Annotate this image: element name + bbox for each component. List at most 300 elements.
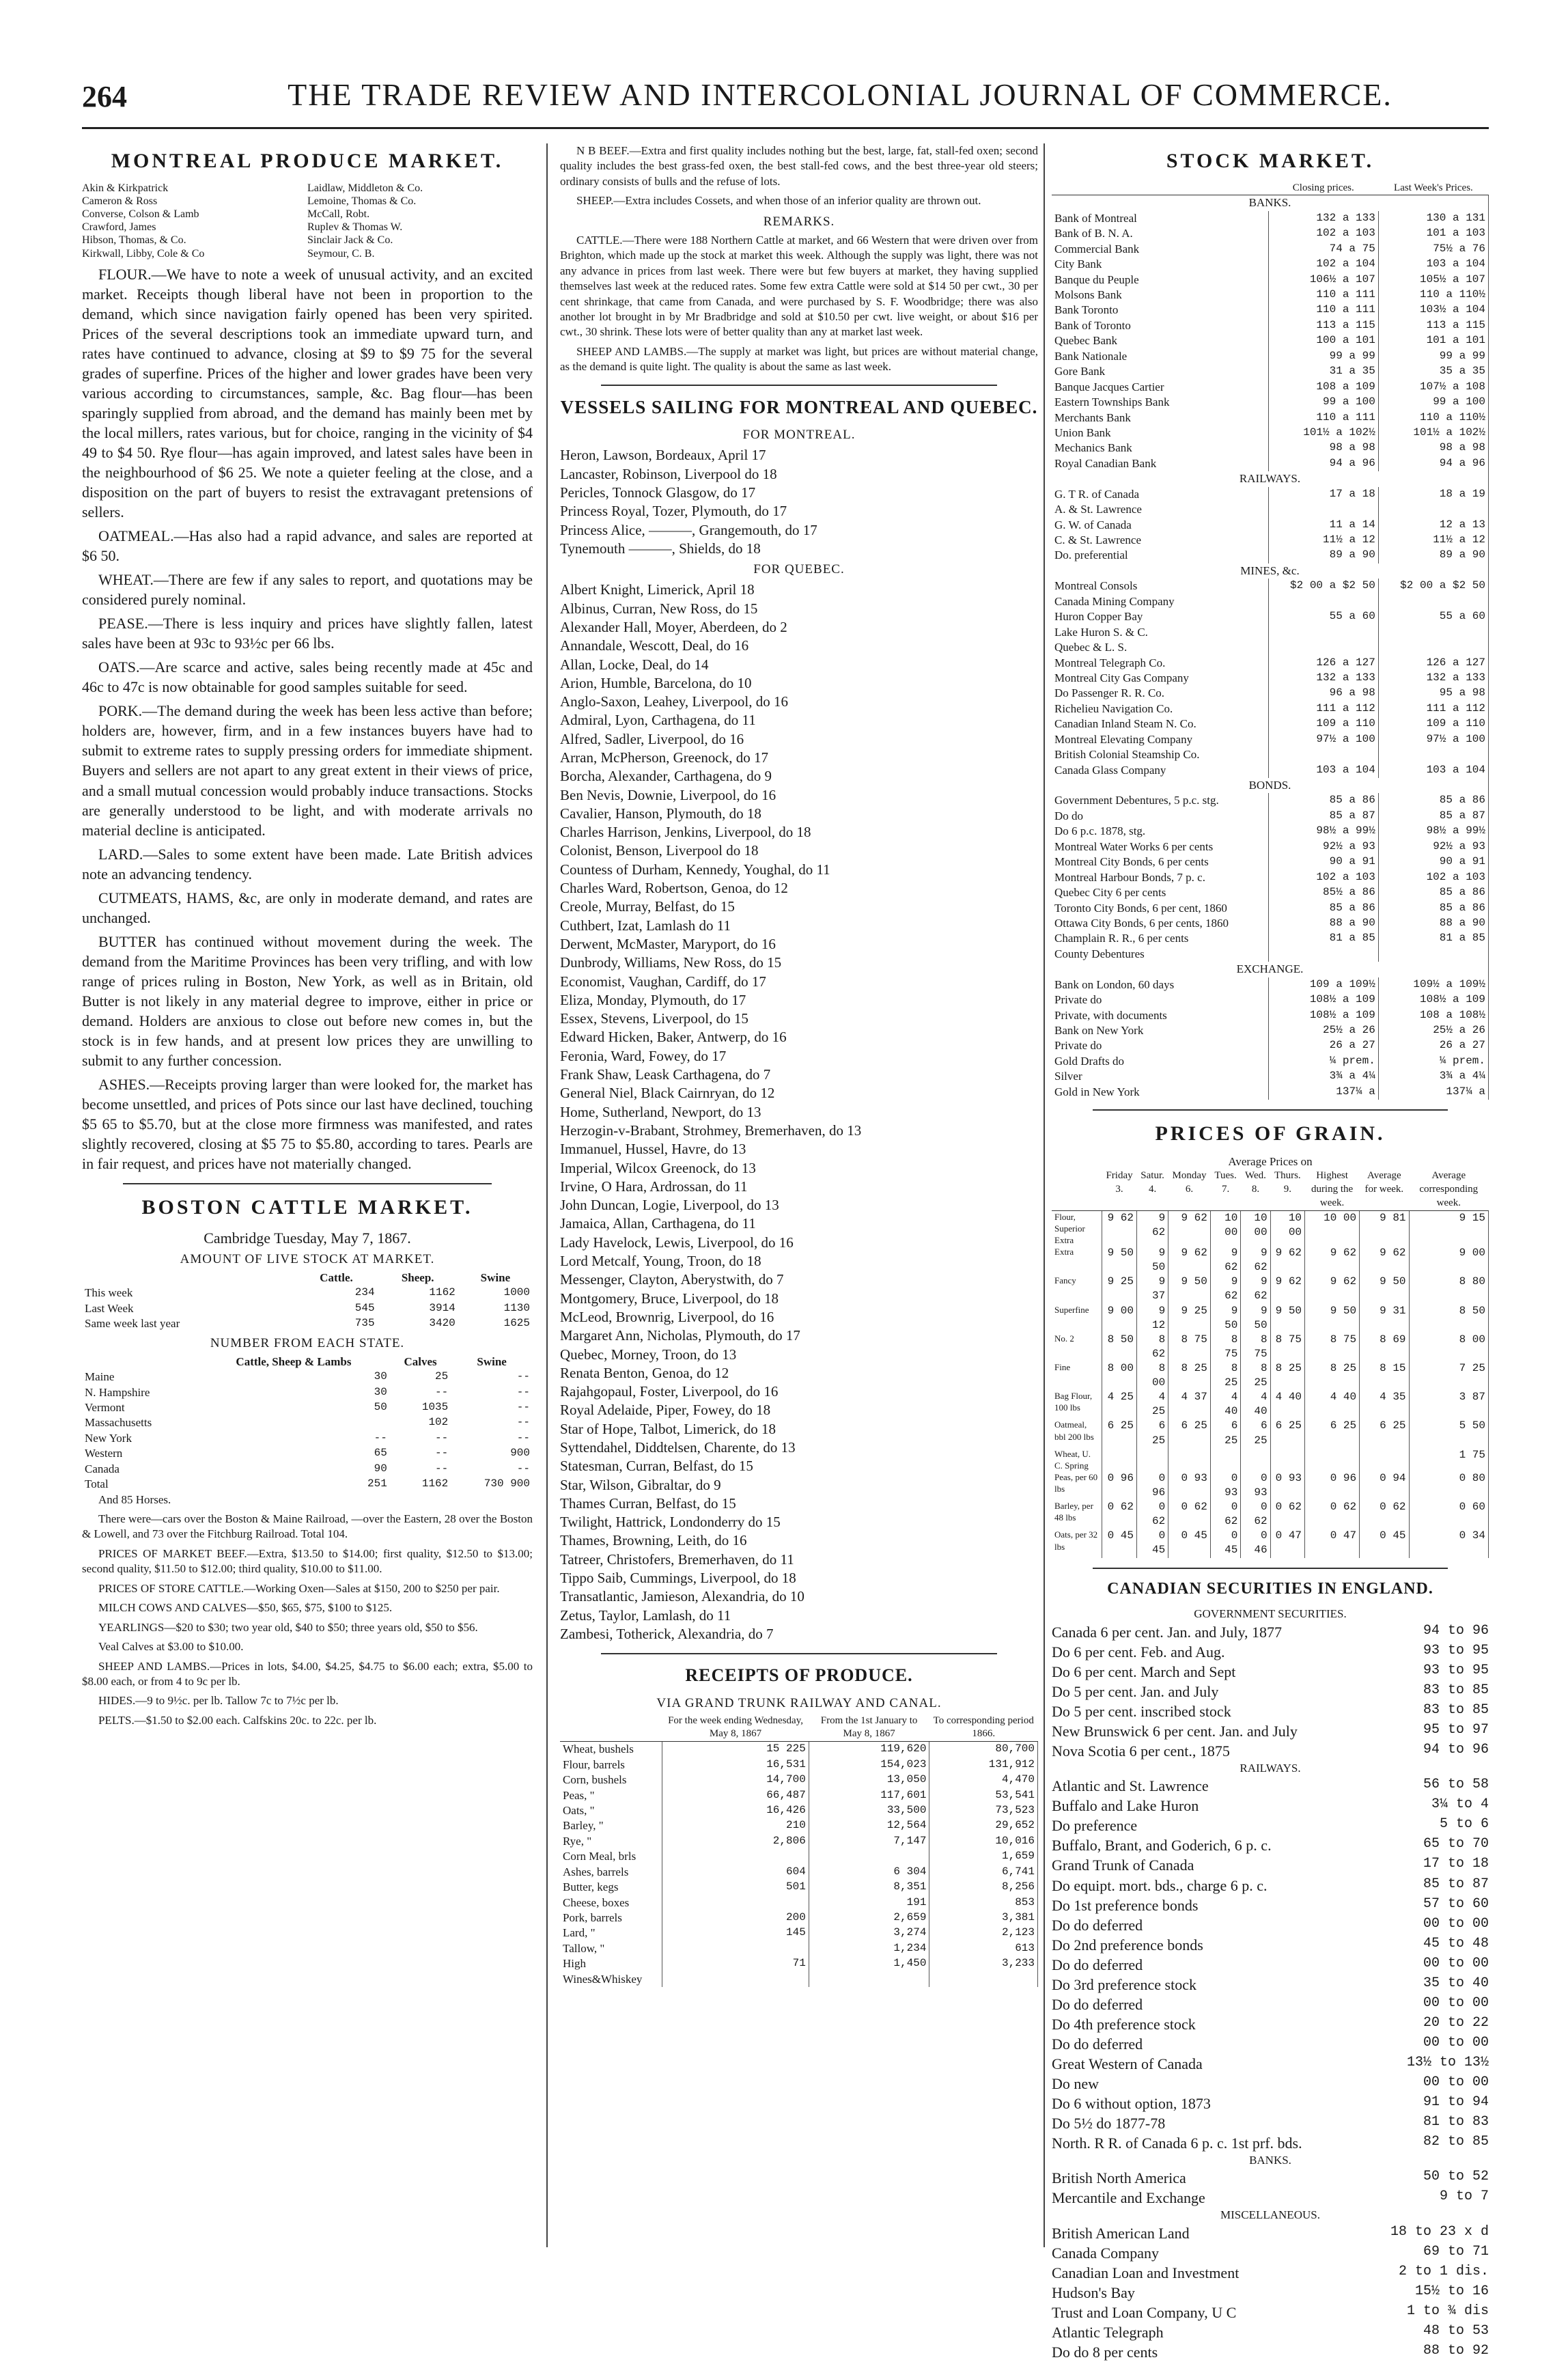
cell-value: 13,050 [809, 1773, 929, 1788]
column-header: Last Week's Prices. [1378, 182, 1488, 195]
security-name: Canada 6 per cent. Jan. and July, 1877 [1052, 1623, 1283, 1641]
cell-value: 75½ a 76 [1378, 242, 1488, 257]
market-paragraph: ASHES.—Receipts proving larger than were looked for, the market has become unsettled, and prices of Pots since our last have declined, touching $5 65 to $5.70, but at the close more firmness was manifested, and rates slightly recovered, closing at $5 75 to $5.80, according to tares. Pearls are in fair request, and prices have not materially changed. [82, 1075, 533, 1173]
cell-value: 4 40 [1241, 1390, 1270, 1419]
cell-value [1241, 1448, 1270, 1471]
table-row [1052, 594, 1489, 609]
cell-value [1270, 1448, 1304, 1471]
table-row [1052, 1210, 1489, 1246]
section-divider [123, 1183, 492, 1184]
column-header: Swine [477, 1354, 507, 1368]
cell-value: 0 47 [1270, 1529, 1304, 1557]
cell-value: 31 a 35 [1268, 364, 1378, 379]
row-label: Ashes, barrels [560, 1865, 662, 1880]
cell-value: 9 50 [1360, 1275, 1409, 1303]
vessel-entry: Thames Curran, Belfast, do 15 [560, 1495, 736, 1512]
security-name: North. R R. of Canada 6 p. c. 1st prf. bds. [1052, 2134, 1302, 2152]
cell-value: 110 a 111 [1268, 288, 1378, 303]
cell-value: 9 50 [1270, 1304, 1304, 1333]
vessel-entry: Pericles, Tonnock Glasgow, do 17 [560, 484, 756, 501]
cell-value: 0 62 [1241, 1500, 1270, 1529]
cell-value: 4 40 [1210, 1390, 1240, 1419]
table-row [560, 1956, 1038, 1987]
cell-value: 55 a 60 [1378, 609, 1488, 624]
cell-value: 16,426 [662, 1803, 809, 1818]
table-row [560, 1911, 1038, 1926]
cell-value: 501 [662, 1880, 809, 1895]
remarks-body [560, 233, 1038, 375]
cell-value: 0 62 [1168, 1500, 1211, 1529]
row-label: Montreal Harbour Bonds, 7 p. c. [1052, 870, 1268, 885]
row-label: This week [85, 1286, 133, 1300]
security-range: 5 to 6 [1439, 1816, 1489, 1833]
cell-value: 137¼ a [1268, 1085, 1378, 1100]
table-row [82, 1462, 533, 1477]
row-label: Bank of Montreal [1052, 211, 1268, 226]
table-row [560, 1818, 1038, 1833]
vessel-entry: Charles Ward, Robertson, Genoa, do 12 [560, 880, 788, 897]
row-label: Lake Huron S. & C. [1052, 625, 1268, 640]
security-name: Do do 8 per cents [1052, 2344, 1158, 2361]
table-row [1052, 349, 1489, 364]
cell-value: 8 15 [1360, 1361, 1409, 1390]
row-label: Ottawa City Bonds, 6 per cents, 1860 [1052, 916, 1268, 931]
cell-value [1378, 625, 1488, 640]
vessel-entry: Transatlantic, Jamieson, Alexandria, do 10 [560, 1588, 804, 1605]
cell-value: 6 25 [1168, 1419, 1211, 1447]
vessel-entry: Essex, Stevens, Liverpool, do 15 [560, 1010, 748, 1027]
security-name: Do new [1052, 2074, 1100, 2092]
security-line [1052, 1915, 1489, 1935]
column-header: For the week ending Wednesday, May 8, 1867 [662, 1714, 809, 1742]
vessel-entry: Cuthbert, Izat, Lamlash do 11 [560, 917, 731, 934]
table-row [1052, 1304, 1489, 1333]
row-label: Barley, " [560, 1818, 662, 1833]
security-name: Do do deferred [1052, 1916, 1143, 1934]
column-header: Tues. 7. [1210, 1169, 1240, 1210]
cell-value [1305, 1448, 1360, 1471]
table-row [1052, 992, 1489, 1008]
cell-value: 0 62 [1102, 1500, 1137, 1529]
security-line [1052, 1741, 1489, 1761]
cell-value: 101 a 101 [1378, 333, 1488, 348]
boston-note: YEARLINGS—$20 to $30; two year old, $40 to $50; three years old, $50 to $56. [98, 1620, 478, 1634]
cell-value [1136, 1448, 1168, 1471]
table-row [82, 1370, 533, 1385]
cell-value: 110 a 110½ [1378, 288, 1488, 303]
cell-value [1378, 747, 1488, 762]
security-name: Canadian Loan and Investment [1052, 2264, 1240, 2281]
cell-value: 0 62 [1210, 1500, 1240, 1529]
row-label: Flour, barrels [560, 1757, 662, 1773]
security-name: Hudson's Bay [1052, 2283, 1135, 2301]
cell-value: -- [516, 1370, 530, 1383]
cell-value [1378, 947, 1488, 962]
cell-value: 4 37 [1168, 1390, 1211, 1419]
cell-value: 25½ a 26 [1378, 1023, 1488, 1038]
firm-name: McCall, Robt. [307, 208, 370, 220]
cell-value: 6,741 [929, 1865, 1038, 1880]
table-row [1052, 502, 1489, 517]
cell-value: 92½ a 93 [1268, 839, 1378, 855]
security-range: 3¼ to 4 [1431, 1796, 1489, 1813]
vessel-entry: Montgomery, Bruce, Liverpool, do 18 [560, 1290, 779, 1307]
cell-value: 110 a 111 [1268, 303, 1378, 318]
cell-value: 25 [435, 1370, 449, 1383]
note-paragraph: SHEEP.—Extra includes Cossets, and when those of an inferior quality are thrown out. [576, 194, 981, 208]
table-row [82, 1431, 533, 1446]
row-label: N. Hampshire [85, 1385, 150, 1399]
table-row [1052, 303, 1489, 318]
cell-value [1378, 640, 1488, 655]
cell-value: 8 00 [1409, 1333, 1488, 1361]
vessel-entry: Cavalier, Hanson, Plymouth, do 18 [560, 805, 761, 822]
column-header: Cattle, Sheep & Lambs [236, 1354, 352, 1368]
cell-value: 119,620 [809, 1742, 929, 1757]
security-name: Great Western of Canada [1052, 2055, 1203, 2072]
security-range: 91 to 94 [1423, 2094, 1489, 2110]
cell-value: 9 50 [1210, 1304, 1240, 1333]
security-line [1052, 1835, 1489, 1855]
security-line [1052, 2283, 1489, 2303]
cell-value: 137¼ a [1378, 1085, 1488, 1100]
security-line [1052, 1622, 1489, 1642]
cell-value: 8 25 [1270, 1361, 1304, 1390]
table-row [1052, 1246, 1489, 1275]
cell-value: 33,500 [809, 1803, 929, 1818]
vessel-entry: Star, Wilson, Gibraltar, do 9 [560, 1476, 721, 1493]
security-range: 20 to 22 [1423, 2014, 1489, 2031]
cell-value [1268, 640, 1378, 655]
security-range: 00 to 00 [1423, 2034, 1489, 2051]
row-label: Peas, " [560, 1788, 662, 1803]
vessel-entry: Feronia, Ward, Fowey, do 17 [560, 1047, 727, 1064]
table-row [1052, 1275, 1489, 1303]
firm-name: Crawford, James [82, 221, 156, 234]
cell-value: 8,351 [809, 1880, 929, 1895]
column-header: To corresponding period 1866. [929, 1714, 1038, 1742]
cell-value: 71 [662, 1956, 809, 1987]
cell-value: 9 62 [1241, 1275, 1270, 1303]
vessel-entry: Tatreer, Christofers, Bremerhaven, do 11 [560, 1551, 794, 1568]
cell-value [1268, 594, 1378, 609]
stock-market-title: STOCK MARKET. [1166, 150, 1375, 172]
cell-value: 0 45 [1102, 1529, 1137, 1557]
row-label: Royal Canadian Bank [1052, 456, 1268, 471]
vessel-entry: Countess of Durham, Kennedy, Youghal, do 11 [560, 861, 830, 878]
cell-value: 1000 [503, 1286, 530, 1299]
cell-value: 6 25 [1241, 1419, 1270, 1447]
market-paragraph: WHEAT.—There are few if any sales to report, and quotations may be considered purely nominal. [82, 571, 533, 609]
table-row [1052, 242, 1489, 257]
row-label: New York [85, 1431, 132, 1445]
cell-value: 85 a 86 [1378, 793, 1488, 808]
cell-value: 9 62 [1210, 1246, 1240, 1275]
table-row [1052, 977, 1489, 992]
row-label: Private, with documents [1052, 1008, 1268, 1023]
vessel-entry: Frank Shaw, Leask Carthagena, do 7 [560, 1066, 771, 1083]
cell-value: 210 [662, 1818, 809, 1833]
firm-name: Hibson, Thomas, & Co. [82, 234, 186, 247]
securities-group-heading: BANKS. [1249, 2153, 1291, 2167]
cell-value: 9 81 [1360, 1210, 1409, 1246]
vessel-entry: Twilight, Hattrick, Londonderry do 15 [560, 1514, 781, 1531]
row-label: Pork, barrels [560, 1911, 662, 1926]
row-label: Eastern Townships Bank [1052, 395, 1268, 410]
cell-value: 102 [428, 1416, 449, 1429]
cell-value: 113 a 115 [1268, 318, 1378, 333]
vessel-entry: Lancaster, Robinson, Liverpool do 18 [560, 465, 777, 482]
security-line [1052, 1796, 1489, 1816]
cell-value: 14,700 [662, 1773, 809, 1788]
row-label: Banque Jacques Cartier [1052, 380, 1268, 395]
cell-value [1268, 947, 1378, 962]
cell-value: 9 62 [1210, 1275, 1240, 1303]
cell-value: 90 a 91 [1268, 855, 1378, 870]
row-label: Wheat, bushels [560, 1742, 662, 1757]
row-label: Corn, bushels [560, 1773, 662, 1788]
row-label: Superfine [1052, 1304, 1102, 1333]
security-line [1052, 2094, 1489, 2113]
security-range: 65 to 70 [1423, 1836, 1489, 1852]
security-range: 57 to 60 [1423, 1895, 1489, 1912]
cell-value: 126 a 127 [1378, 656, 1488, 671]
security-range: 00 to 00 [1423, 1955, 1489, 1971]
for-quebec-heading: FOR QUEBEC. [753, 562, 845, 577]
row-label: Bank Nationale [1052, 349, 1268, 364]
row-label: No. 2 [1052, 1333, 1102, 1361]
cell-value: 74 a 75 [1268, 242, 1378, 257]
security-range: 95 to 97 [1423, 1721, 1489, 1738]
table-row [560, 1865, 1038, 1880]
vessel-entry: Allan, Locke, Deal, do 14 [560, 656, 709, 673]
table-row [560, 1773, 1038, 1788]
table-row [1052, 1069, 1489, 1084]
row-label: Union Bank [1052, 426, 1268, 441]
market-paragraph: FLOUR.—We have to note a week of unusual activity, and an excited market. Receipts though liberal have not been in proportion to the demand, which since navigation fairly opened has been very spirited. Prices of the several descriptions took an immediate upward turn, and rates have continued to advance, closing at $9 to $9 75 for the several grades of superfine. Prices of the higher and lower grades have been very various according to circumstances, sample, &c. Bag flour—has been sparingly supplied from abroad, and the demand has mainly been met by the local millers, rates various, but for choice, ranging in the vicinity of $4 49 to $4 50. Rye flour—has again improved, and latest sales have been in the neighbourhood of $6 25. We note a quieter feeling at the close, and a disposition on the part of buyers to resist the extravagant pretensions of sellers. [82, 265, 533, 521]
cell-value: 81 a 85 [1268, 931, 1378, 946]
security-name: Do equipt. mort. bds., charge 6 p. c. [1052, 1876, 1268, 1894]
vessel-entry: General Niel, Black Cairnryan, do 12 [560, 1085, 775, 1102]
by-state-subheading: NUMBER FROM EACH STATE. [210, 1335, 405, 1350]
cell-value [809, 1849, 929, 1864]
column-header: Satur. 4. [1136, 1169, 1168, 1210]
security-name: Do 5½ do 1877-78 [1052, 2114, 1166, 2132]
cell-value: 85 a 86 [1268, 793, 1378, 808]
column-1 [82, 143, 533, 1732]
journal-title: THE TRADE REVIEW AND INTERCOLONIAL JOURNAL OF COMMERCE. [288, 77, 1392, 112]
table-row [1052, 380, 1489, 395]
cell-value: 735 [354, 1317, 375, 1330]
cell-value: -- [516, 1416, 530, 1429]
section-row [1052, 564, 1489, 579]
cell-value: 5 50 [1409, 1419, 1488, 1447]
grain-title: PRICES OF GRAIN. [1155, 1122, 1386, 1145]
cell-value: 9 50 [1168, 1275, 1211, 1303]
cell-value: 132 a 133 [1378, 671, 1488, 686]
cell-value: 8 25 [1210, 1361, 1240, 1390]
row-label: Montreal City Bonds, 6 per cents [1052, 855, 1268, 870]
vessel-entry: Princess Alice, ———, Grangemouth, do 17 [560, 521, 817, 538]
cell-value: 113 a 115 [1378, 318, 1488, 333]
cell-value: 604 [662, 1865, 809, 1880]
cell-value: 98½ a 99½ [1378, 824, 1488, 839]
table-row [1052, 1529, 1489, 1557]
cell-value: 97½ a 100 [1378, 732, 1488, 747]
cell-value: 1162 [421, 1477, 449, 1490]
table-row [560, 1834, 1038, 1849]
table-row [1052, 671, 1489, 686]
table-row [1052, 257, 1489, 272]
cell-value: 101½ a 102½ [1268, 426, 1378, 441]
table-row [1052, 763, 1489, 778]
vessel-entry: Arran, McPherson, Greenock, do 17 [560, 749, 769, 766]
cell-value [1378, 502, 1488, 517]
cell-value: 85 a 87 [1378, 809, 1488, 824]
quebec-vessel-list [560, 581, 1038, 1643]
market-paragraph: LARD.—Sales to some extent have been made. Late British advices note an advancing tendency. [82, 845, 533, 883]
cell-value: 6 25 [1305, 1419, 1360, 1447]
table-row [1052, 931, 1489, 946]
cell-value: 8 50 [1102, 1333, 1137, 1361]
table-row [1052, 1361, 1489, 1390]
row-label: Do Passenger R. R. Co. [1052, 686, 1268, 701]
column-header: Cattle. [320, 1270, 353, 1284]
cell-value: 0 45 [1360, 1529, 1409, 1557]
row-label: G. W. of Canada [1052, 518, 1268, 533]
cell-value: 1035 [421, 1400, 449, 1413]
table-row [1052, 579, 1489, 594]
cell-value: 98½ a 99½ [1268, 824, 1378, 839]
cell-value: 85 a 87 [1268, 809, 1378, 824]
row-label: Montreal Telegraph Co. [1052, 656, 1268, 671]
security-name: Buffalo and Lake Huron [1052, 1797, 1199, 1815]
table-row [82, 1477, 533, 1492]
montreal-vessel-list [560, 446, 1038, 558]
row-label: Champlain R. R., 6 per cents [1052, 931, 1268, 946]
cell-value: 103 a 104 [1378, 257, 1488, 272]
cell-value: -- [374, 1431, 387, 1444]
cell-value: 132 a 133 [1268, 211, 1378, 226]
cell-value: 4 25 [1136, 1390, 1168, 1419]
cell-value: 11 a 14 [1268, 518, 1378, 533]
cell-value: 191 [809, 1895, 929, 1911]
securities-title: CANADIAN SECURITIES IN ENGLAND. [1107, 1579, 1433, 1598]
firm-name: Ruplev & Thomas W. [307, 221, 403, 234]
receipts-subtitle: VIA GRAND TRUNK RAILWAY AND CANAL. [656, 1695, 942, 1710]
row-label: Bag Flour, 100 lbs [1052, 1390, 1102, 1419]
cell-value: 9 62 [1360, 1246, 1409, 1275]
cell-value: 9 62 [1305, 1246, 1360, 1275]
cell-value: 99 a 99 [1378, 349, 1488, 364]
vessel-entry: Jamaica, Allan, Carthagena, do 11 [560, 1215, 756, 1232]
cell-value: 102 a 103 [1268, 226, 1378, 241]
cell-value: 0 94 [1360, 1471, 1409, 1500]
security-name: Atlantic Telegraph [1052, 2324, 1164, 2342]
cell-value: 9 62 [1270, 1275, 1304, 1303]
row-label: Wheat, U. C. Spring [1052, 1448, 1102, 1471]
cell-value: 108 a 109 [1268, 380, 1378, 395]
row-label: Lard, " [560, 1926, 662, 1941]
security-name: Do do deferred [1052, 1956, 1143, 1973]
security-range: 00 to 00 [1423, 2074, 1489, 2090]
security-range: 45 to 48 [1423, 1935, 1489, 1951]
row-label: Butter, kegs [560, 1880, 662, 1895]
cell-value: 8 25 [1241, 1361, 1270, 1390]
cell-value: 234 [354, 1286, 375, 1299]
cell-value: -- [435, 1385, 449, 1398]
row-label: Tallow, " [560, 1941, 662, 1956]
security-line [1052, 2223, 1489, 2243]
cell-value [1360, 1448, 1409, 1471]
cell-value: 0 45 [1168, 1529, 1211, 1557]
cell-value: $2 00 a $2 50 [1378, 579, 1488, 594]
cell-value: 0 80 [1409, 1471, 1488, 1500]
security-name: Do 5 per cent. inscribed stock [1052, 1702, 1231, 1720]
security-name: Do 2nd preference bonds [1052, 1936, 1203, 1954]
cell-value: 102 a 104 [1268, 257, 1378, 272]
cell-value: 55 a 60 [1268, 609, 1378, 624]
vessel-entry: McLeod, Brownrig, Liverpool, do 16 [560, 1308, 774, 1325]
security-line [1052, 1876, 1489, 1895]
section-row [1052, 195, 1489, 211]
vessel-entry: Arion, Humble, Barcelona, do 10 [560, 674, 752, 691]
table-row [1052, 1333, 1489, 1361]
table-row [82, 1415, 533, 1430]
table-row [1052, 426, 1489, 441]
market-paragraph: OATS.—Are scarce and active, sales being recently made at 45c and 46c to 47c is now obtainable for good samples suitable for seed. [82, 658, 533, 696]
cell-value: 80,700 [929, 1742, 1038, 1757]
cell-value: 107½ a 108 [1378, 380, 1488, 395]
row-label: Bank on London, 60 days [1052, 977, 1268, 992]
cell-value: ¼ prem. [1268, 1054, 1378, 1069]
securities-group-heading: GOVERNMENT SECURITIES. [1194, 1607, 1347, 1621]
cell-value [1268, 747, 1378, 762]
table-row [82, 1301, 533, 1316]
column-3 [1052, 143, 1489, 2362]
vessel-entry: Irvine, O Hara, Ardrossan, do 11 [560, 1178, 748, 1195]
row-label: Oatmeal, bbl 200 lbs [1052, 1419, 1102, 1447]
cell-value: 9 00 [1409, 1246, 1488, 1275]
cell-value: 90 a 91 [1378, 855, 1488, 870]
security-name: Do do deferred [1052, 2035, 1143, 2053]
receipts-title: RECEIPTS OF PRODUCE. [685, 1665, 913, 1686]
cell-value: 85½ a 86 [1268, 885, 1378, 900]
boston-cattle-title: BOSTON CATTLE MARKET. [141, 1196, 473, 1219]
row-label: C. & St. Lawrence [1052, 533, 1268, 548]
cell-value: 0 62 [1305, 1500, 1360, 1529]
cell-value: 8 25 [1168, 1361, 1211, 1390]
remarks-heading: REMARKS. [763, 214, 835, 229]
row-label: Silver [1052, 1069, 1268, 1084]
firm-name: Sinclair Jack & Co. [307, 234, 393, 247]
vessel-entry: Albinus, Curran, New Ross, do 15 [560, 600, 758, 617]
row-label: Fine [1052, 1361, 1102, 1390]
cell-value: 9 62 [1241, 1246, 1270, 1275]
cell-value [1268, 502, 1378, 517]
vessel-entry: Annandale, Wescott, Deal, do 16 [560, 637, 749, 654]
cell-value: 9 62 [1168, 1210, 1211, 1246]
vessel-entry: Charles Harrison, Jenkins, Liverpool, do 18 [560, 824, 811, 841]
row-label: Private do [1052, 992, 1268, 1008]
boston-note: PELTS.—$1.50 to $2.00 each. Calfskins 20c. to 22c. per lb. [98, 1713, 377, 1727]
row-label: Montreal Elevating Company [1052, 732, 1268, 747]
cell-value: 0 47 [1305, 1529, 1360, 1557]
cell-value: 9 50 [1136, 1246, 1168, 1275]
column-header: Average corresponding week. [1409, 1169, 1488, 1210]
vessel-entry: Messenger, Clayton, Aberystwith, do 7 [560, 1271, 784, 1288]
row-label: Do do [1052, 809, 1268, 824]
